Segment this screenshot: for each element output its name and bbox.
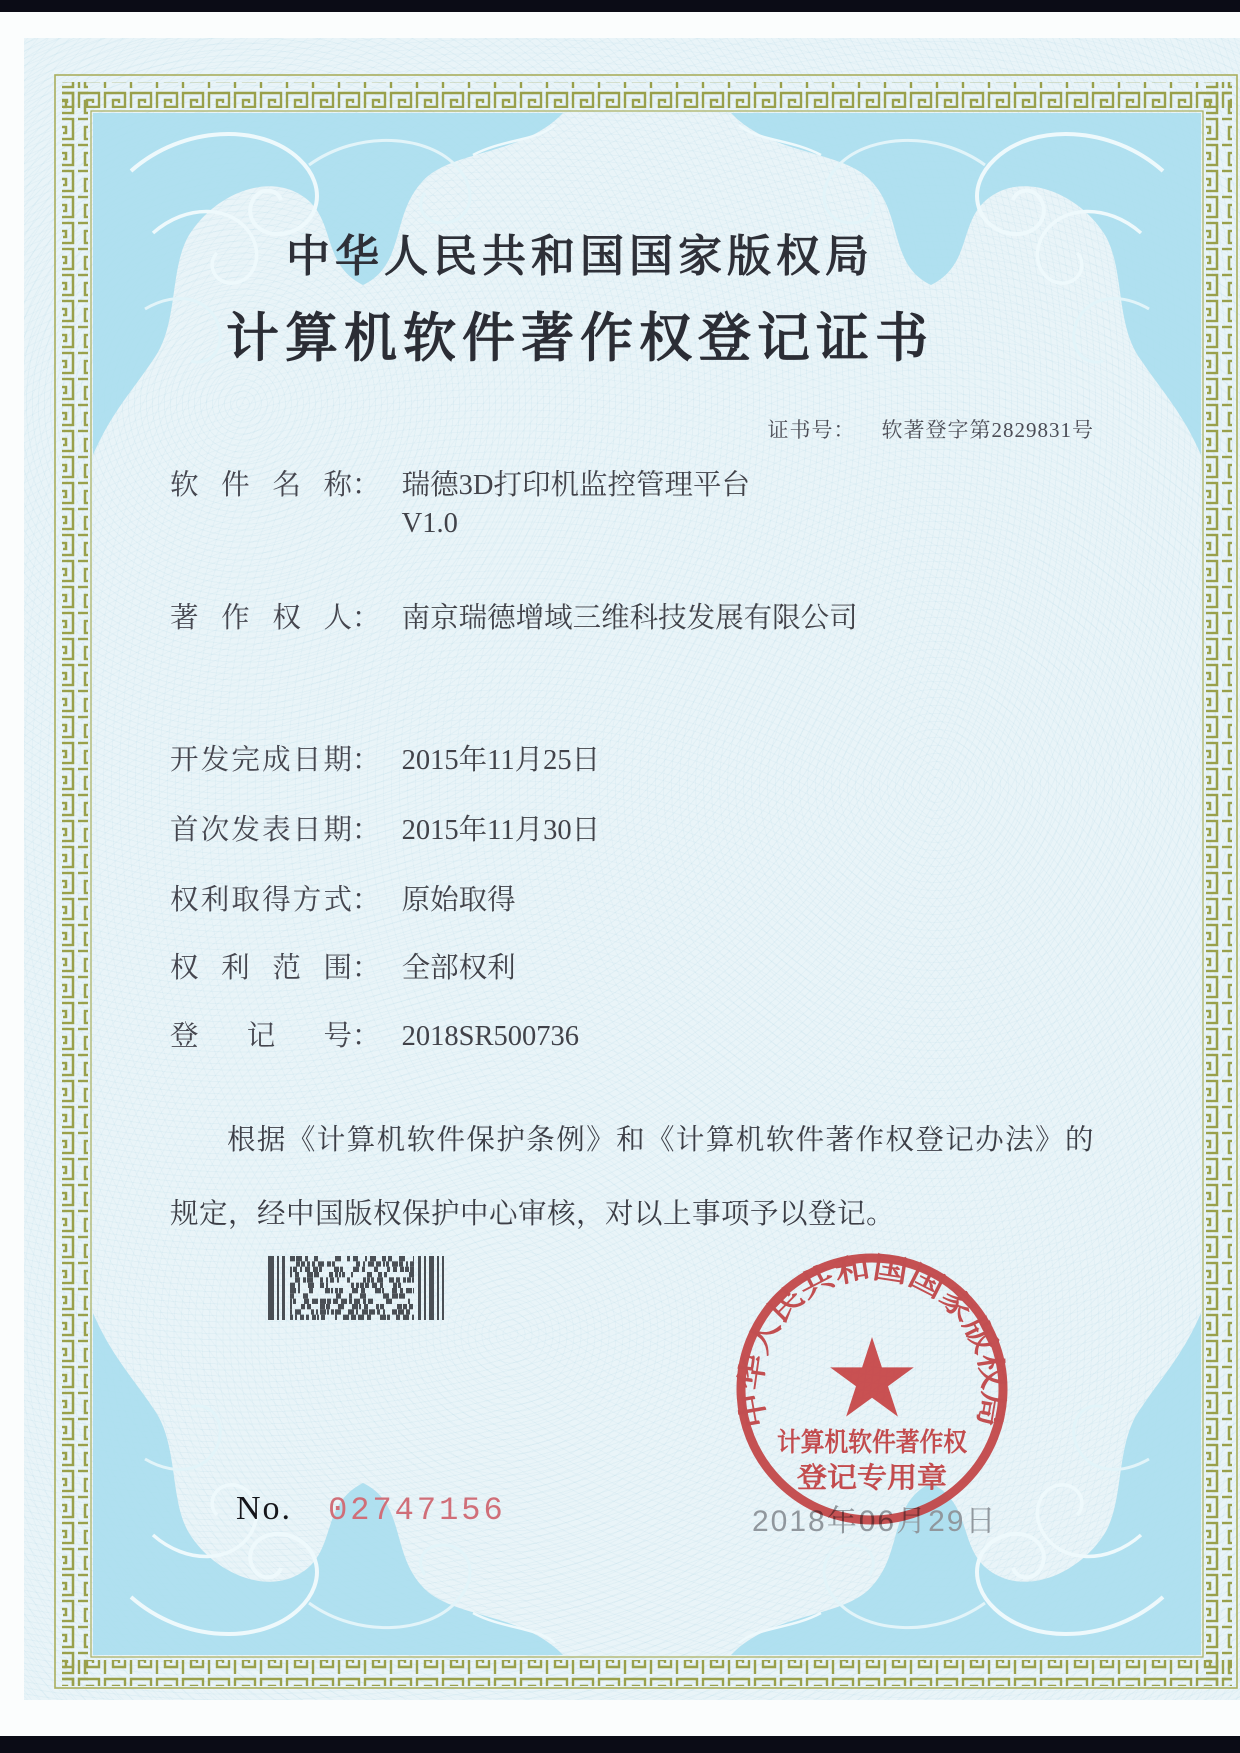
field-value: 2015年11月30日: [401, 815, 601, 846]
field-colon: ：: [352, 470, 381, 501]
field-label: 权利取得方式: [170, 885, 352, 916]
field-value: 2015年11月25日: [401, 745, 601, 776]
field-colon: ：: [352, 603, 381, 634]
certificate-title: 计算机软件著作权登记证书: [226, 310, 934, 368]
registration-statement: 根据《计算机软件保护条例》和《计算机软件著作权登记办法》的规定，经中国版权保护中心审核，对以上事项予以登记。: [170, 1125, 1094, 1230]
serial-prefix: No.: [236, 1490, 293, 1527]
field-label: 著作权人: [170, 603, 352, 634]
certificate-paper: [24, 38, 1240, 1700]
barcode-image: [268, 1256, 448, 1320]
certificate-number-value: 软著登字第2829831号: [881, 418, 1094, 442]
field-label: 登记号: [170, 1021, 352, 1052]
seal-line1: 计算机软件著作权: [777, 1427, 968, 1457]
field-row-rights-scope: [170, 950, 516, 988]
field-value: 原始取得: [401, 885, 516, 916]
certificate-number-label: 证书号：: [767, 418, 856, 442]
field-row-first-publish-date: [170, 812, 600, 850]
field-row-registration-number: [170, 1018, 579, 1056]
barcode: [268, 1256, 448, 1320]
field-colon: ：: [352, 745, 381, 776]
seal-line2: 登记专用章: [797, 1462, 938, 1493]
authority-title: 中华人民共和国国家版权局: [286, 232, 874, 281]
field-label: 开发完成日期: [170, 745, 352, 776]
seal-star-icon: [830, 1337, 914, 1417]
field-value: 瑞德3D打印机监控管理平台 V1.0: [401, 470, 750, 539]
field-colon: ：: [352, 953, 381, 984]
field-row-software-name: [170, 467, 750, 543]
field-colon: ：: [352, 885, 381, 916]
certificate-number-line: [584, 414, 1094, 444]
field-label: 软件名称: [170, 470, 352, 501]
field-row-dev-complete-date: [170, 742, 600, 780]
field-row-rights-acquisition: [170, 882, 516, 920]
scanned-sheet: [0, 12, 1240, 1736]
serial-line: [236, 1490, 506, 1529]
field-value: 全部权利: [401, 953, 516, 984]
field-value: 2018SR500736: [401, 1021, 580, 1052]
seal-ring-text: 中华人民共和国国家版权局: [734, 1251, 1010, 1431]
field-label: 权利范围: [170, 953, 352, 984]
seal-date: 2018年06月29日: [752, 1505, 998, 1538]
field-row-copyright-owner: [170, 600, 858, 638]
copyright-seal: [702, 1219, 1042, 1559]
field-colon: ：: [352, 815, 381, 846]
field-label: 首次发表日期: [170, 815, 352, 846]
serial-number: 02747156: [328, 1492, 506, 1529]
field-colon: ：: [352, 1021, 381, 1052]
field-value: 南京瑞德增域三维科技发展有限公司: [401, 603, 858, 634]
certificate-content: [24, 38, 1240, 1700]
